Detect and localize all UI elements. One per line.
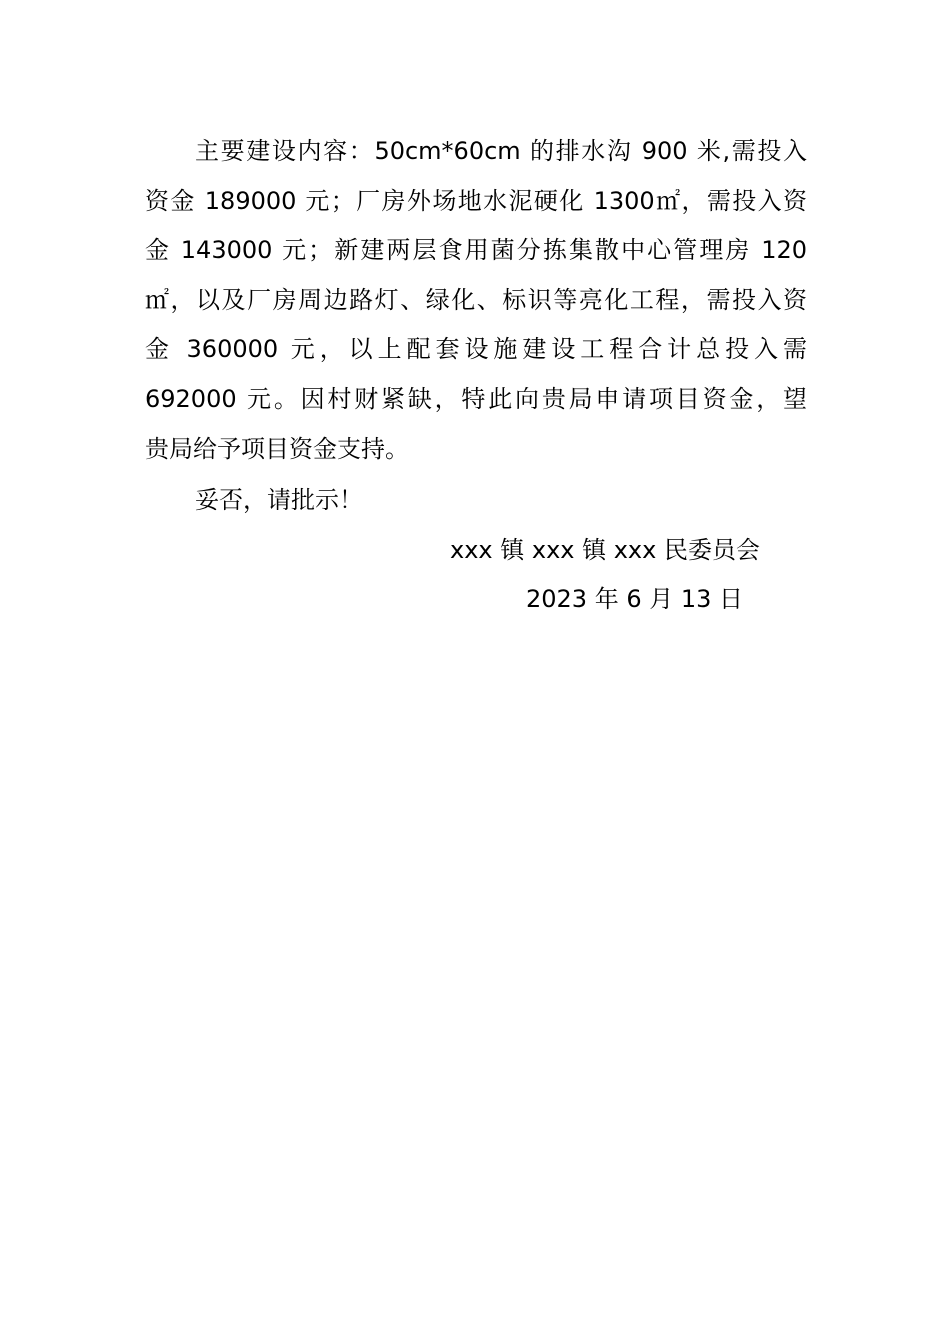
body-line-2: 资金 189000 元；厂房外场地水泥硬化 1300㎡，需投入资 (145, 186, 807, 215)
body-line-4: ㎡，以及厂房周边路灯、绿化、标识等亮化工程，需投入资 (145, 285, 807, 314)
closing-remark: 妥否，请批示！ (195, 486, 363, 514)
body-paragraph (145, 127, 807, 474)
body-line-5: 金 360000 元，以上配套设施建设工程合计总投入需 (145, 335, 807, 364)
body-line-7: 贵局给予项目资金支持。 (145, 434, 409, 463)
document-date: 2023 年 6 月 13 日 (526, 585, 744, 613)
signature-organization: xxx 镇 xxx 镇 xxx 民委员会 (450, 536, 760, 564)
body-line-1: 主要建设内容：50cm*60cm 的排水沟 900 米,需投入 (195, 137, 807, 165)
body-line-6: 692000 元。因村财紧缺，特此向贵局申请项目资金，望 (145, 384, 807, 413)
body-line-3: 金 143000 元；新建两层食用菌分拣集散中心管理房 120 (145, 236, 807, 265)
